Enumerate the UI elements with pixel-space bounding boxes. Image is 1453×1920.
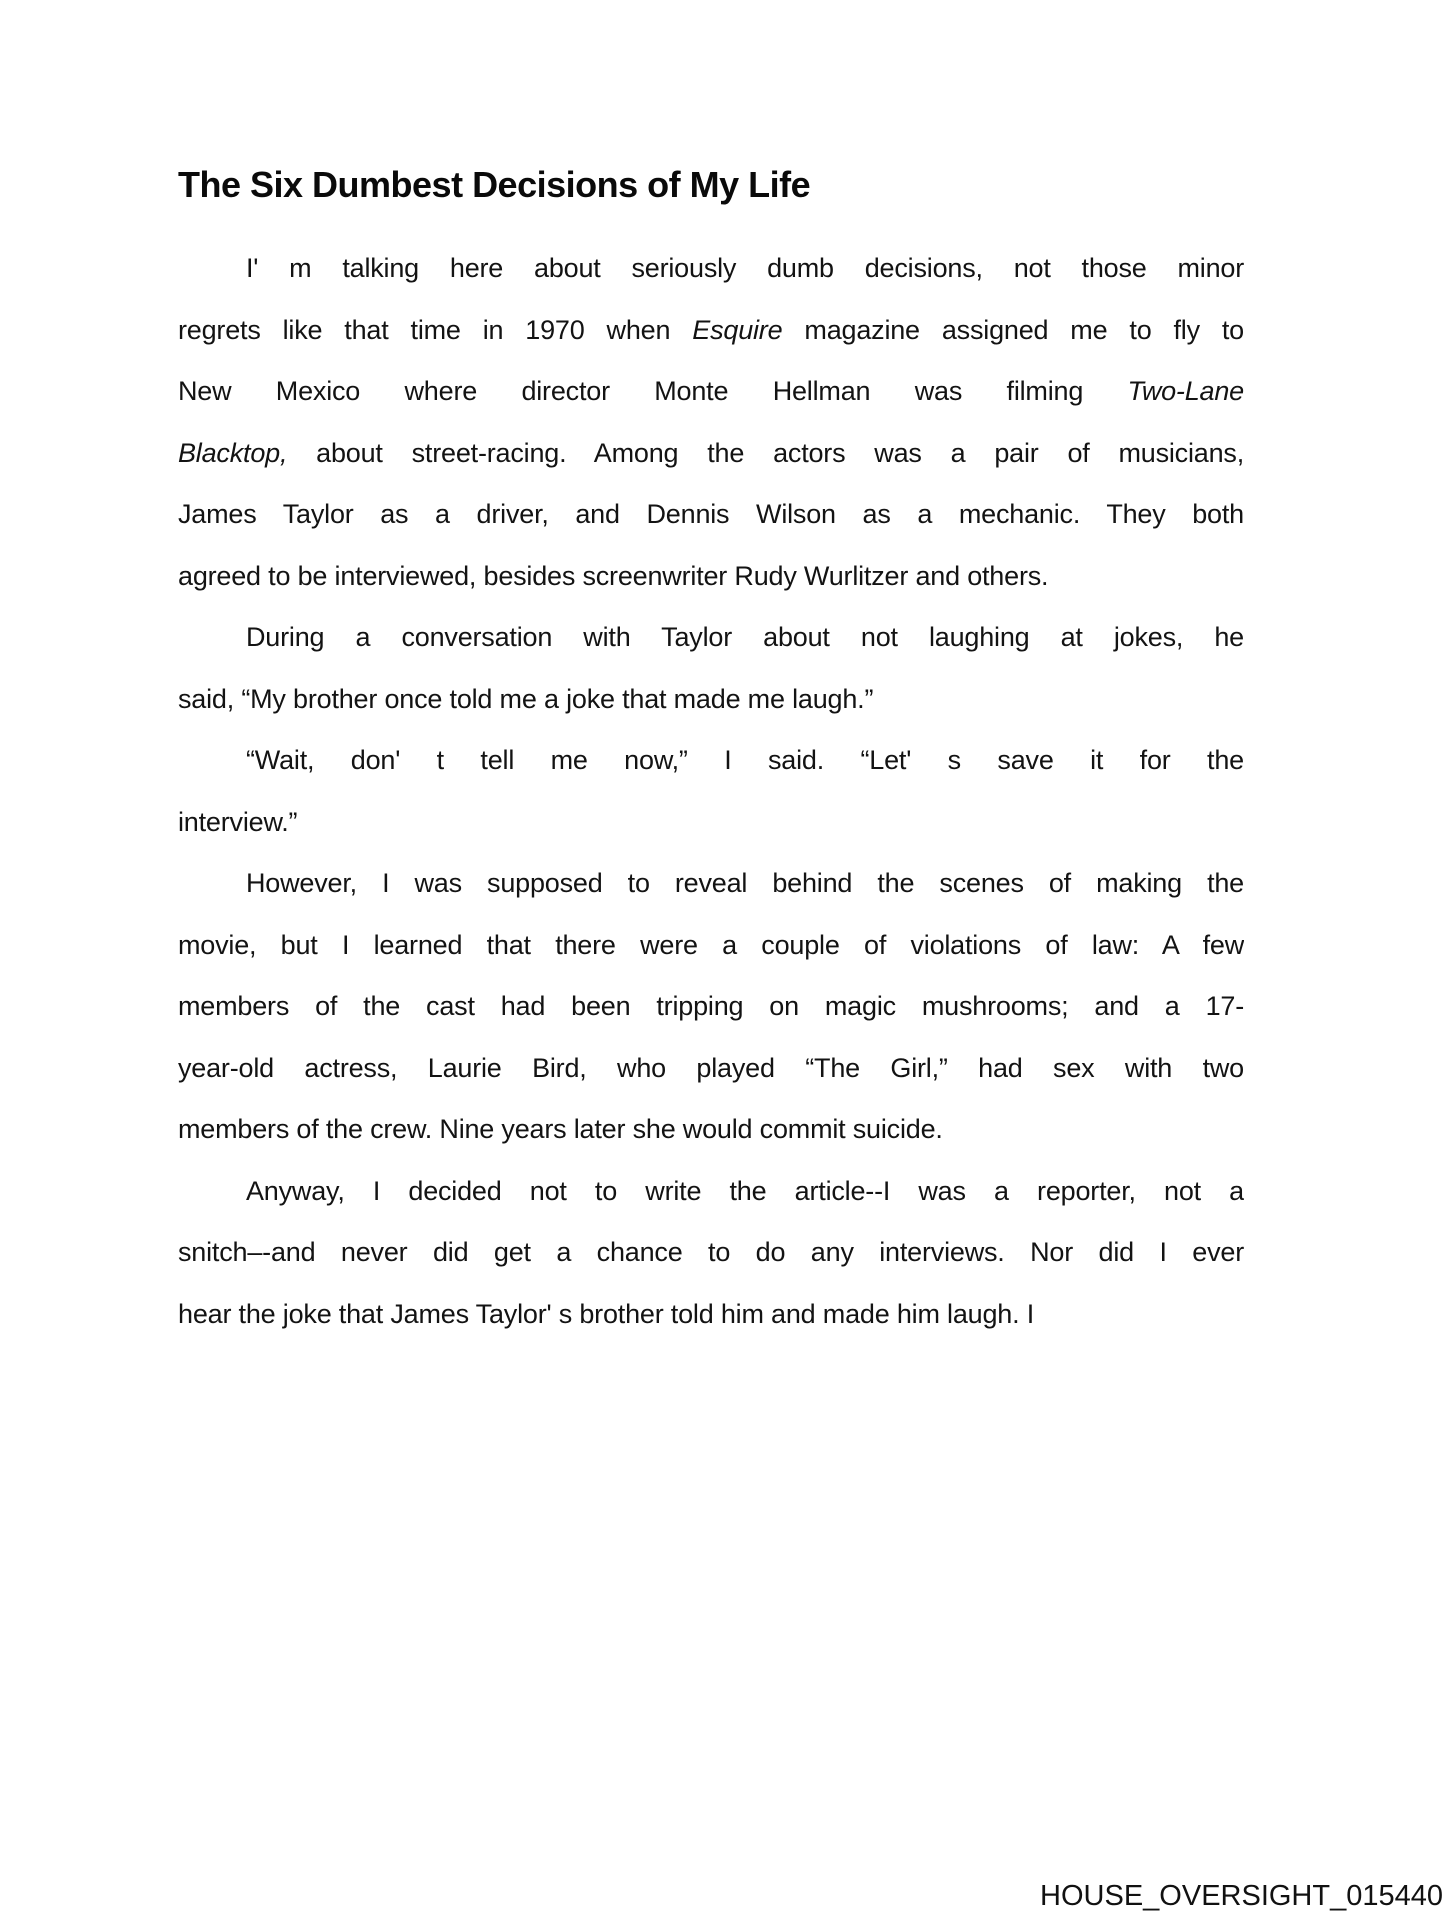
text-segment: hear the joke that James Taylor' s brother told him and made him laugh. I	[178, 1298, 1035, 1329]
text-line	[178, 1284, 1244, 1346]
text-segment: New Mexico where director Monte Hellman was filming	[178, 376, 1128, 406]
text-line	[178, 853, 1244, 915]
text-line	[178, 607, 1244, 669]
text-segment: members of the cast had been tripping on magic mushrooms; and a 17-	[178, 991, 1244, 1021]
text-line	[178, 484, 1244, 546]
text-segment: year-old actress, Laurie Bird, who played “The Girl,” had sex with two	[178, 1052, 1244, 1083]
text-line	[178, 976, 1244, 1038]
text-line	[178, 1222, 1244, 1284]
text-segment: James Taylor as a driver, and Dennis Wilson as a mechanic. They both	[178, 499, 1244, 529]
document-body	[178, 238, 1244, 1345]
text-segment: agreed to be interviewed, besides screenwriter Rudy Wurlitzer and others.	[178, 560, 1049, 591]
italic-text-segment: Esquire	[692, 314, 783, 345]
text-segment: said, “My brother once told me a joke that made me laugh.”	[178, 683, 874, 714]
text-line	[178, 669, 1244, 731]
text-segment: However, I was supposed to reveal behind the scenes of making the	[246, 868, 1244, 898]
text-line	[178, 792, 1244, 854]
text-segment: “Wait, don' t tell me now,” I said. “Let' s save it for the	[246, 745, 1244, 775]
italic-text-segment: Two-Lane	[1127, 376, 1244, 406]
text-line	[178, 1161, 1244, 1223]
paragraph	[178, 730, 1244, 853]
paragraph	[178, 238, 1244, 607]
text-line	[178, 300, 1244, 362]
text-line	[178, 361, 1244, 423]
italic-text-segment: Blacktop,	[178, 437, 288, 468]
text-segment: snitch–-and never did get a chance to do any interviews. Nor did I ever	[178, 1237, 1244, 1267]
text-line	[178, 238, 1244, 300]
text-segment: I' m talking here about seriously dumb decisions, not those minor	[246, 253, 1244, 283]
text-line	[178, 546, 1244, 608]
text-segment: During a conversation with Taylor about not laughing at jokes, he	[246, 622, 1244, 652]
text-segment: magazine assigned me to fly to	[782, 314, 1244, 345]
text-segment: members of the crew. Nine years later she would commit suicide.	[178, 1114, 943, 1144]
text-line	[178, 730, 1244, 792]
text-line	[178, 1099, 1244, 1161]
text-segment: movie, but I learned that there were a couple of violations of law: A few	[178, 929, 1244, 960]
bates-number: HOUSE_OVERSIGHT_015440	[1040, 1880, 1443, 1912]
paragraph	[178, 607, 1244, 730]
text-segment: regrets like that time in 1970 when	[178, 314, 693, 345]
page-title: The Six Dumbest Decisions of My Life	[178, 164, 811, 205]
text-segment: about street-racing. Among the actors was a pair of musicians,	[287, 437, 1244, 468]
text-line	[178, 1038, 1244, 1100]
text-line	[178, 423, 1244, 485]
text-segment: interview.”	[178, 806, 298, 837]
text-segment: Anyway, I decided not to write the article--I was a reporter, not a	[246, 1175, 1244, 1206]
paragraph	[178, 1161, 1244, 1346]
text-line	[178, 915, 1244, 977]
paragraph	[178, 853, 1244, 1161]
